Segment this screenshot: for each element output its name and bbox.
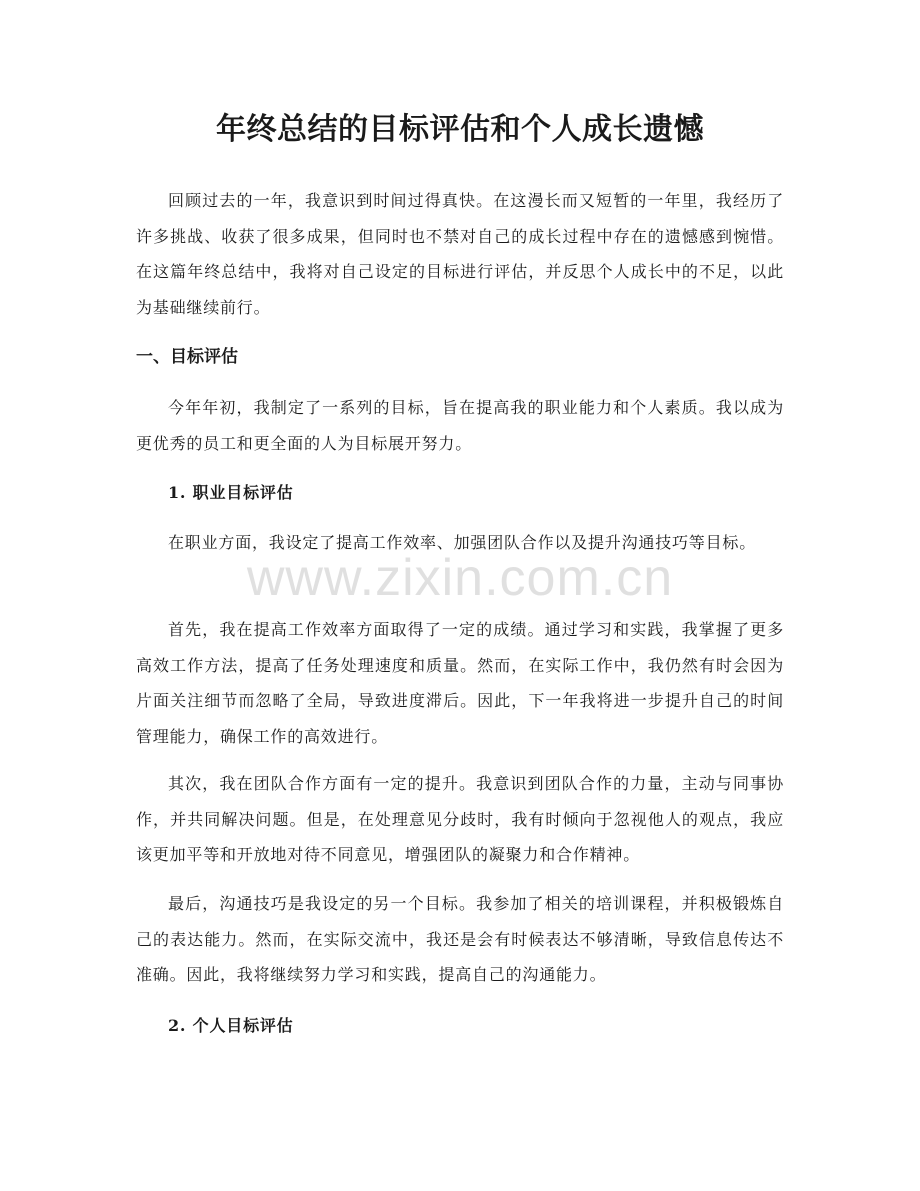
career-paragraph-3: 其次，我在团队合作方面有一定的提升。我意识到团队合作的力量，主动与同事协作，并共同解决问题。但是，在处理意见分歧时，我有时倾向于忽视他人的观点，我应该更加平等和开放地对待不同意见，增强团队的凝聚力和合作精神。 <box>136 774 784 864</box>
section-heading-goal-evaluation: 一、目标评估 <box>136 347 238 367</box>
document-title: 年终总结的目标评估和个人成长遗憾 <box>216 112 704 147</box>
career-paragraph-1: 在职业方面，我设定了提高工作效率、加强团队合作以及提升沟通技巧等目标。 <box>168 533 757 552</box>
subheading-career-goals: 1. 职业目标评估 <box>168 483 294 502</box>
subheading-personal-goals: 2. 个人目标评估 <box>168 1016 294 1035</box>
career-paragraph-2: 首先，我在提高工作效率方面取得了一定的成绩。通过学习和实践，我掌握了更多高效工作方法，提高了任务处理速度和质量。然而，在实际工作中，我仍然有时会因为片面关注细节而忽略了全局，导致进度滞后。因此，下一年我将进一步提升自己的时间管理能力，确保工作的高效进行。 <box>136 620 784 746</box>
section-intro-paragraph: 今年年初，我制定了一系列的目标，旨在提高我的职业能力和个人素质。我以成为更优秀的员工和更全面的人为目标展开努力。 <box>136 398 784 453</box>
intro-paragraph: 回顾过去的一年，我意识到时间过得真快。在这漫长而又短暂的一年里，我经历了许多挑战、收获了很多成果，但同时也不禁对自己的成长过程中存在的遗憾感到惋惜。在这篇年终总结中，我将对自己设定的目标进行评估，并反思个人成长中的不足，以此为基础继续前行。 <box>136 191 784 317</box>
watermark: www.zixin.com.cn <box>246 549 674 607</box>
career-paragraph-4: 最后，沟通技巧是我设定的另一个目标。我参加了相关的培训课程，并积极锻炼自己的表达能力。然而，在实际交流中，我还是会有时候表达不够清晰，导致信息传达不准确。因此，我将继续努力学习和实践，提高自己的沟通能力。 <box>136 894 784 984</box>
